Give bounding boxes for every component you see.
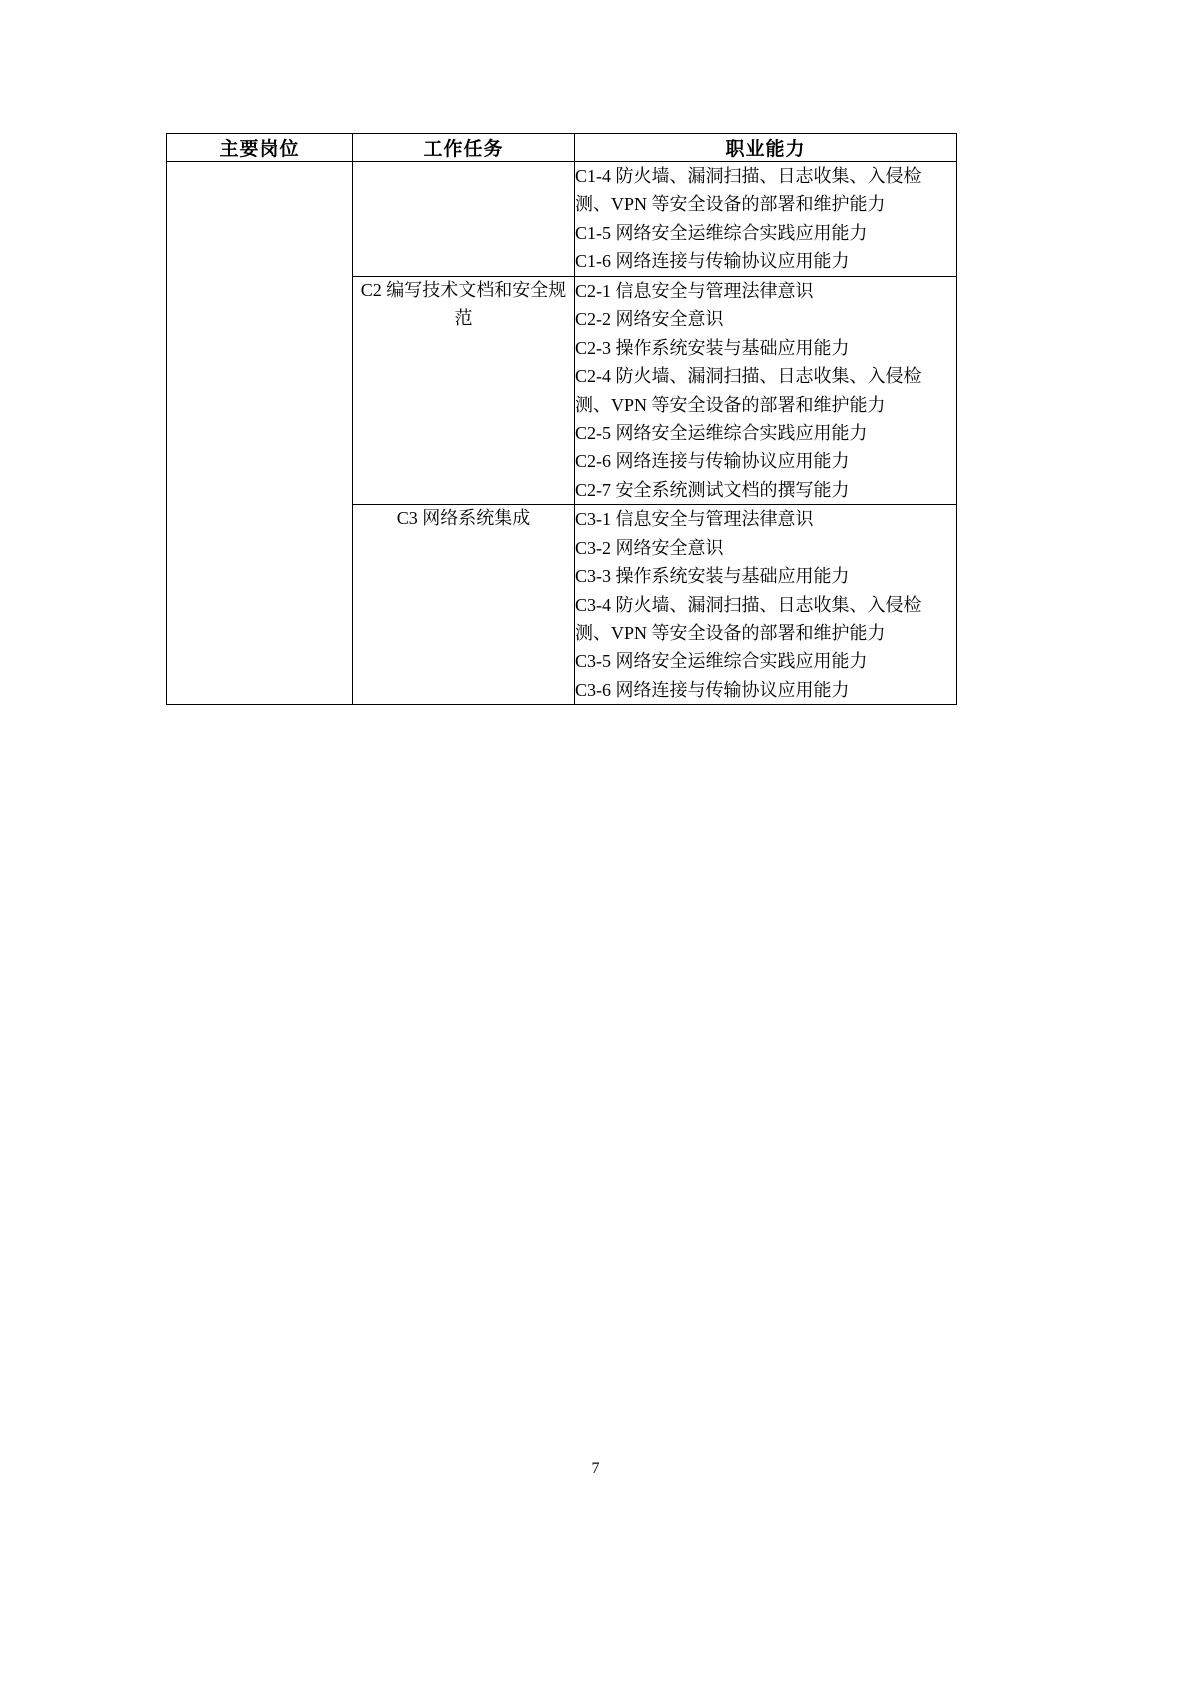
page-number: 7 [591, 1460, 600, 1477]
ability-item: C1-5 网络安全运维综合实践应用能力 [575, 222, 868, 243]
column-header-task: 工作任务 [353, 134, 575, 162]
ability-item: C3-2 网络安全意识 [575, 537, 724, 558]
table-row [167, 162, 957, 277]
ability-item: C1-6 网络连接与传输协议应用能力 [575, 251, 850, 272]
ability-list [575, 505, 956, 704]
occupational-ability-table [166, 133, 957, 705]
task-cell: C2 编写技术文档和安全规范 [353, 276, 575, 505]
task-cell: C3 网络系统集成 [353, 505, 575, 705]
ability-item: C2-2 网络安全意识 [575, 309, 724, 330]
ability-item: C3-5 网络安全运维综合实践应用能力 [575, 651, 868, 672]
ability-item: C2-1 信息安全与管理法律意识 [575, 280, 814, 301]
ability-cell [575, 162, 957, 277]
ability-item: C3-6 网络连接与传输协议应用能力 [575, 679, 850, 700]
ability-list [575, 277, 956, 505]
ability-item: C2-6 网络连接与传输协议应用能力 [575, 451, 850, 472]
column-header-ability: 职业能力 [575, 134, 957, 162]
ability-cell [575, 276, 957, 505]
ability-item: C3-4 防火墙、漏洞扫描、日志收集、入侵检测、VPN 等安全设备的部署和维护能力 [575, 594, 922, 643]
ability-cell [575, 505, 957, 705]
ability-item: C2-7 安全系统测试文档的撰写能力 [575, 479, 850, 500]
table-header-row [167, 134, 957, 162]
ability-item: C2-4 防火墙、漏洞扫描、日志收集、入侵检测、VPN 等安全设备的部署和维护能力 [575, 366, 922, 415]
task-cell [353, 162, 575, 277]
post-cell-empty [167, 162, 353, 705]
ability-item: C1-4 防火墙、漏洞扫描、日志收集、入侵检测、VPN 等安全设备的部署和维护能力 [575, 166, 922, 215]
ability-item: C2-3 操作系统安装与基础应用能力 [575, 337, 850, 358]
ability-item: C3-3 操作系统安装与基础应用能力 [575, 566, 850, 587]
ability-item: C2-5 网络安全运维综合实践应用能力 [575, 422, 868, 443]
column-header-post: 主要岗位 [167, 134, 353, 162]
ability-item: C3-1 信息安全与管理法律意识 [575, 509, 814, 530]
ability-list [575, 162, 956, 276]
